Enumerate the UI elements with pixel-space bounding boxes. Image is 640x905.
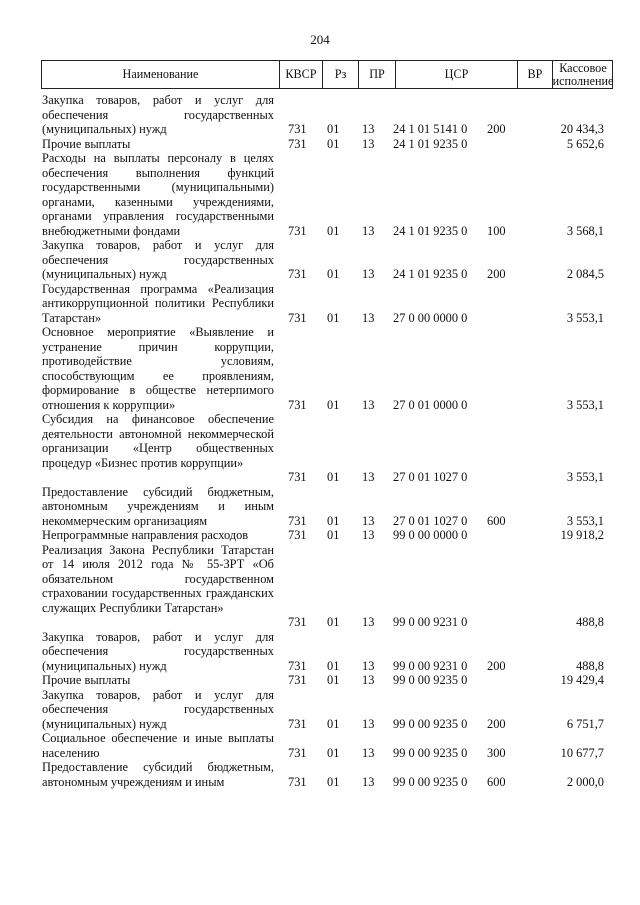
row-rz: 01 xyxy=(327,122,340,136)
row-vr: 200 xyxy=(487,267,506,281)
row-kvsr: 731 xyxy=(288,745,307,760)
row-rz: 01 xyxy=(327,397,340,412)
row-sum: 3 553,1 xyxy=(566,513,604,528)
row-sum: 19 918,2 xyxy=(560,528,604,542)
row-name: Закупка товаров, работ и услуг для обеспечения государственных (муниципальных) нужд xyxy=(42,93,274,136)
header-name: Наименование xyxy=(42,61,280,88)
row-sum: 6 751,7 xyxy=(566,716,604,731)
row-name: Расходы на выплаты персоналу в целях обеспечения выполнения функций государственными (муниципальными) органами, казенными учреждениями, органами управления государственными внебюджетными фондами xyxy=(42,151,274,238)
row-kvsr: 731 xyxy=(288,267,307,281)
table-row xyxy=(0,485,640,529)
row-rz: 01 xyxy=(327,658,340,673)
row-rz: 01 xyxy=(327,513,340,528)
row-sum: 3 553,1 xyxy=(566,310,604,325)
table-row xyxy=(0,238,640,282)
row-name: Субсидия на финансовое обеспечение деятельности автономной некоммерческой организации «Центр общественных процедур «Бизнес против коррупции» xyxy=(42,412,274,470)
row-kvsr: 731 xyxy=(288,528,307,542)
row-rz: 01 xyxy=(327,267,340,281)
row-rz: 01 xyxy=(327,136,340,151)
row-vr: 200 xyxy=(487,122,506,136)
row-pr: 13 xyxy=(362,615,375,629)
row-sum: 3 568,1 xyxy=(566,223,604,238)
row-name: Государственная программа «Реализация антикоррупционной политики Республики Татарстан» xyxy=(42,281,274,325)
page-number: 204 xyxy=(310,32,330,47)
row-csr: 24 1 01 5141 0 xyxy=(393,122,468,136)
row-rz: 01 xyxy=(327,716,340,731)
row-csr: 99 0 00 9235 0 xyxy=(393,745,468,760)
row-csr: 27 0 01 1027 0 xyxy=(393,513,468,528)
header-rz: Рз xyxy=(323,61,359,88)
row-rz: 01 xyxy=(327,310,340,325)
row-csr: 24 1 01 9235 0 xyxy=(393,223,468,238)
table-row xyxy=(0,325,640,412)
row-csr: 99 0 00 9235 0 xyxy=(393,774,468,789)
row-sum: 2 000,0 xyxy=(566,774,604,789)
table-row xyxy=(0,688,640,732)
row-csr: 24 1 01 9235 0 xyxy=(393,267,468,281)
row-sum: 20 434,3 xyxy=(560,122,604,136)
row-rz: 01 xyxy=(327,223,340,238)
row-vr: 200 xyxy=(487,658,506,673)
row-csr: 99 0 00 9231 0 xyxy=(393,615,468,629)
row-sum: 3 553,1 xyxy=(566,397,604,412)
row-vr: 600 xyxy=(487,513,506,528)
row-name: Непрограммные направления расходов xyxy=(42,528,249,542)
row-csr: 99 0 00 9231 0 xyxy=(393,658,468,673)
row-sum: 488,8 xyxy=(576,658,604,673)
row-kvsr: 731 xyxy=(288,513,307,528)
row-sum: 19 429,4 xyxy=(560,673,604,687)
row-kvsr: 731 xyxy=(288,122,307,136)
table-row xyxy=(0,673,640,688)
header-vr: ВР xyxy=(518,61,553,88)
row-rz: 01 xyxy=(327,615,340,629)
table-row xyxy=(0,151,640,238)
row-csr: 99 0 00 0000 0 xyxy=(393,528,468,542)
row-sum: 10 677,7 xyxy=(560,745,604,760)
row-pr: 13 xyxy=(362,397,375,412)
row-sum: 488,8 xyxy=(576,615,604,629)
table-row xyxy=(0,630,640,674)
table-row xyxy=(0,93,640,137)
row-name: Социальное обеспечение и иные выплаты населению xyxy=(42,731,274,760)
row-kvsr: 731 xyxy=(288,397,307,412)
row-name: Предоставление субсидий бюджетным, автономным учреждениям и иным некоммерческим организациям xyxy=(42,484,274,528)
row-csr: 99 0 00 9235 0 xyxy=(393,673,468,687)
row-rz: 01 xyxy=(327,528,340,542)
row-kvsr: 731 xyxy=(288,470,307,484)
row-name: Закупка товаров, работ и услуг для обеспечения государственных (муниципальных) нужд xyxy=(42,629,274,673)
row-pr: 13 xyxy=(362,223,375,238)
header-kvsr: КВСР xyxy=(280,61,323,88)
row-pr: 13 xyxy=(362,122,375,136)
row-rz: 01 xyxy=(327,470,340,484)
table-header xyxy=(41,60,613,89)
row-name: Прочие выплаты xyxy=(42,673,131,687)
table-row xyxy=(0,282,640,326)
header-pr: ПР xyxy=(359,61,396,88)
row-csr: 27 0 01 1027 0 xyxy=(393,470,468,484)
row-sum: 3 553,1 xyxy=(566,470,604,484)
row-pr: 13 xyxy=(362,267,375,281)
row-rz: 01 xyxy=(327,745,340,760)
row-pr: 13 xyxy=(362,673,375,687)
row-csr: 27 0 01 0000 0 xyxy=(393,397,468,412)
row-pr: 13 xyxy=(362,310,375,325)
row-vr: 600 xyxy=(487,774,506,789)
header-csr: ЦСР xyxy=(396,61,518,88)
row-kvsr: 731 xyxy=(288,136,307,151)
row-kvsr: 731 xyxy=(288,658,307,673)
row-csr: 24 1 01 9235 0 xyxy=(393,136,468,151)
row-csr: 27 0 00 0000 0 xyxy=(393,310,468,325)
row-kvsr: 731 xyxy=(288,223,307,238)
row-name: Реализация Закона Республики Татарстан от 14 июля 2012 года № 55-ЗРТ «Об обязательном государственном страховании государственных гражданских служащих Республики Татарстан» xyxy=(42,542,274,615)
row-name: Закупка товаров, работ и услуг для обеспечения государственных (муниципальных) нужд xyxy=(42,687,274,731)
row-rz: 01 xyxy=(327,774,340,789)
row-kvsr: 731 xyxy=(288,673,307,687)
row-name: Предоставление субсидий бюджетным, автономным учреждениям и иным xyxy=(42,760,274,789)
header-sum: Кассовое исполнение xyxy=(552,60,614,88)
row-kvsr: 731 xyxy=(288,716,307,731)
row-kvsr: 731 xyxy=(288,310,307,325)
row-kvsr: 731 xyxy=(288,615,307,629)
row-vr: 200 xyxy=(487,716,506,731)
table-row xyxy=(0,731,640,760)
row-pr: 13 xyxy=(362,658,375,673)
row-name: Прочие выплаты xyxy=(42,136,131,151)
row-pr: 13 xyxy=(362,528,375,542)
table-row xyxy=(0,412,640,485)
table-row xyxy=(0,137,640,152)
row-rz: 01 xyxy=(327,673,340,687)
row-pr: 13 xyxy=(362,513,375,528)
row-sum: 5 652,6 xyxy=(566,136,604,151)
row-pr: 13 xyxy=(362,136,375,151)
table-row xyxy=(0,543,640,630)
row-kvsr: 731 xyxy=(288,774,307,789)
row-vr: 300 xyxy=(487,745,506,760)
row-pr: 13 xyxy=(362,716,375,731)
row-name: Основное мероприятие «Выявление и устранение причин коррупции, противодействие условиям, способствующим ее проявлениям, формирование в обществе нетерпимого отношения к коррупции» xyxy=(42,325,274,412)
row-pr: 13 xyxy=(362,745,375,760)
table-row xyxy=(0,528,640,543)
row-pr: 13 xyxy=(362,774,375,789)
row-csr: 99 0 00 9235 0 xyxy=(393,716,468,731)
row-name: Закупка товаров, работ и услуг для обеспечения государственных (муниципальных) нужд xyxy=(42,238,274,281)
table-row xyxy=(0,760,640,789)
row-pr: 13 xyxy=(362,470,375,484)
row-sum: 2 084,5 xyxy=(566,267,604,281)
row-vr: 100 xyxy=(487,223,506,238)
